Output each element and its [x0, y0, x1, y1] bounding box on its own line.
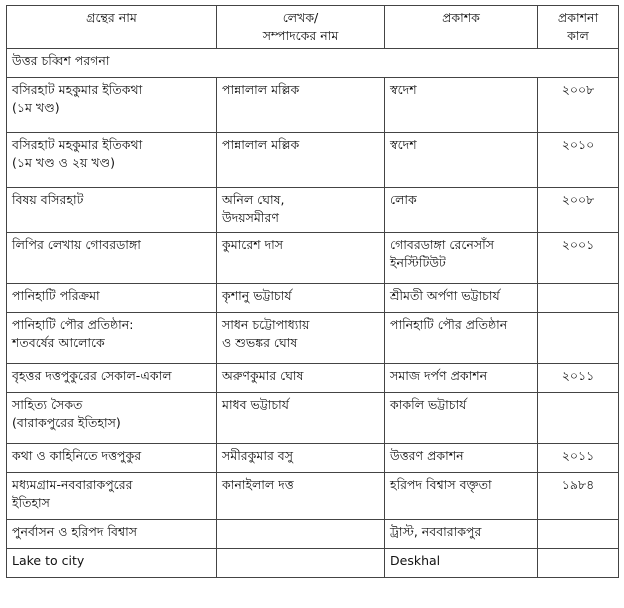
cell-author: মাধব ভট্টাচার্য [217, 393, 385, 444]
cell-publisher: Deskhal [385, 549, 538, 578]
cell-author [217, 520, 385, 549]
table-row [7, 520, 619, 549]
cell-year: ২০১১ [538, 444, 619, 473]
cell-year: ১৯৮৪ [538, 473, 619, 520]
table-row [7, 549, 619, 578]
cell-author: সাধন চট্টোপাধ্যায় ও শুভঙ্কর ঘোষ [217, 313, 385, 364]
cell-title: পুনর্বাসন ও হরিপদ বিশ্বাস [7, 520, 217, 549]
table-row [7, 188, 619, 233]
cell-title: পানিহাটি পৌর প্রতিষ্ঠান: শতবর্ষের আলোকে [7, 313, 217, 364]
cell-publisher: স্বদেশ [385, 133, 538, 188]
cell-title: কথা ও কাহিনিতে দত্তপুকুর [7, 444, 217, 473]
cell-author: কুমারেশ দাস [217, 233, 385, 284]
table-body [7, 6, 619, 578]
cell-year [538, 393, 619, 444]
cell-author: অনিল ঘোষ, উদয়সমীরণ [217, 188, 385, 233]
cell-year: ২০০৮ [538, 188, 619, 233]
cell-publisher: শ্রীমতী অর্পণা ভট্টাচার্য [385, 284, 538, 313]
header-row [7, 6, 619, 49]
cell-title: সাহিত্য সৈকত (বারাকপুরের ইতিহাস) [7, 393, 217, 444]
cell-year: ২০১০ [538, 133, 619, 188]
cell-publisher: পানিহাটি পৌর প্রতিষ্ঠান [385, 313, 538, 364]
books-table [6, 5, 619, 578]
table-row [7, 473, 619, 520]
table-row [7, 444, 619, 473]
table-row [7, 313, 619, 364]
cell-year: ২০০১ [538, 233, 619, 284]
header-title: গ্রন্থের নাম [7, 6, 217, 49]
cell-author: সমীরকুমার বসু [217, 444, 385, 473]
cell-year [538, 549, 619, 578]
cell-title: বসিরহাট মহকুমার ইতিকথা (১ম খণ্ড) [7, 78, 217, 133]
section-title: উত্তর চব্বিশ পরগনা [7, 49, 619, 78]
cell-author: কানাইলাল দত্ত [217, 473, 385, 520]
book-list [6, 5, 618, 578]
table-row [7, 284, 619, 313]
header-publisher: প্রকাশক [385, 6, 538, 49]
header-year: প্রকাশনা কাল [538, 6, 619, 49]
cell-title: বসিরহাট মহকুমার ইতিকথা (১ম খণ্ড ও ২য় খণ্ড) [7, 133, 217, 188]
cell-author: অরুণকুমার ঘোষ [217, 364, 385, 393]
cell-year [538, 313, 619, 364]
cell-year: ২০১১ [538, 364, 619, 393]
header-author: লেখক/ সম্পাদকের নাম [217, 6, 385, 49]
cell-title: বৃহত্তর দত্তপুকুরের সেকাল-একাল [7, 364, 217, 393]
cell-year: ২০০৮ [538, 78, 619, 133]
cell-year [538, 520, 619, 549]
cell-title: লিপির লেখায় গোবরডাঙ্গা [7, 233, 217, 284]
cell-author: পান্নালাল মল্লিক [217, 133, 385, 188]
cell-publisher: লোক [385, 188, 538, 233]
table-row [7, 393, 619, 444]
cell-title: পানিহাটি পরিক্রমা [7, 284, 217, 313]
cell-publisher: উত্তরণ প্রকাশন [385, 444, 538, 473]
cell-publisher: কাকলি ভট্টাচার্য [385, 393, 538, 444]
cell-author: কৃশানু ভট্টাচার্য [217, 284, 385, 313]
table-row [7, 233, 619, 284]
cell-publisher: স্বদেশ [385, 78, 538, 133]
table-row [7, 133, 619, 188]
cell-publisher: গোবরডাঙ্গা রেনেসাঁস ইনস্টিটিউট [385, 233, 538, 284]
cell-author: পান্নালাল মল্লিক [217, 78, 385, 133]
cell-year [538, 284, 619, 313]
cell-title: মধ্যমগ্রাম-নববারাকপুরের ইতিহাস [7, 473, 217, 520]
cell-title: বিষয় বসিরহাট [7, 188, 217, 233]
table-row [7, 364, 619, 393]
section-row [7, 49, 619, 78]
cell-title: Lake to city [7, 549, 217, 578]
cell-publisher: হরিপদ বিশ্বাস বক্তৃতা [385, 473, 538, 520]
table-row [7, 78, 619, 133]
cell-author [217, 549, 385, 578]
cell-publisher: সমাজ দর্পণ প্রকাশন [385, 364, 538, 393]
cell-publisher: ট্রাস্ট, নববারাকপুর [385, 520, 538, 549]
